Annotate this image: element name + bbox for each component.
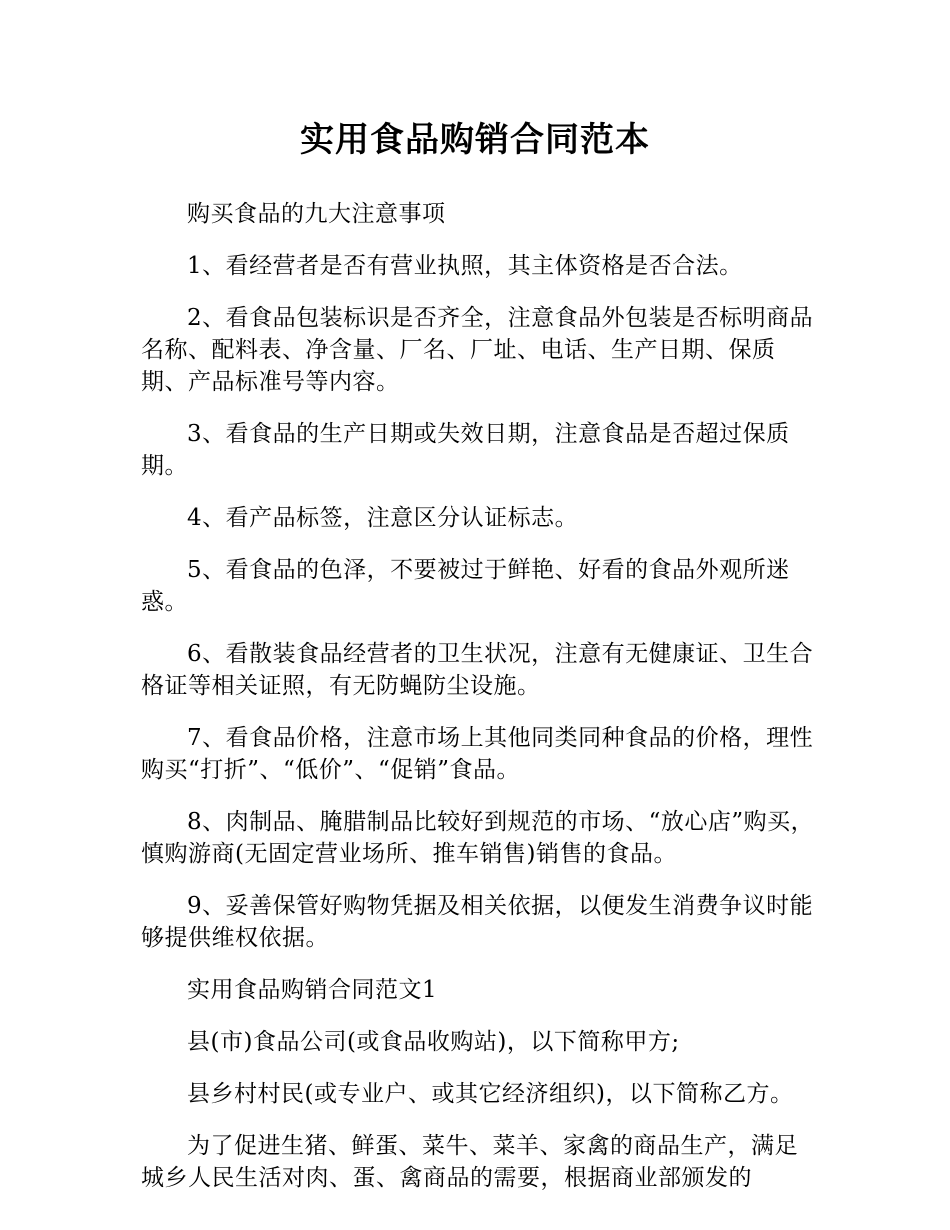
paragraph: 2、看食品包装标识是否齐全，注意食品外包装是否标明商品名称、配料表、净含量、厂名、厂址、电话、生产日期、保质期、产品标准号等内容。 — [141, 305, 814, 395]
paragraph: 8、肉制品、腌腊制品比较好到规范的市场、“放心店”购买，慎购游商(无固定营业场所、推车销售)销售的食品。 — [141, 809, 815, 867]
section-heading: 购买食品的九大注意事项 — [187, 201, 446, 227]
paragraph: 6、看散装食品经营者的卫生状况，注意有无健康证、卫生合格证等相关证照，有无防蝇防尘设施。 — [141, 641, 814, 699]
document-title: 实用食品购销合同范本 — [300, 120, 650, 160]
paragraph: 县(市)食品公司(或食品收购站)，以下简称甲方; — [187, 1029, 680, 1055]
paragraph: 7、看食品价格，注意市场上其他同类同种食品的价格，理性购买“打折”、“低价”、“促销”食品。 — [141, 725, 814, 783]
paragraph: 9、妥善保管好购物凭据及相关依据，以便发生消费争议时能够提供维权依据。 — [141, 893, 814, 951]
document-body — [141, 198, 821, 1214]
paragraph: 1、看经营者是否有营业执照，其主体资格是否合法。 — [187, 253, 743, 279]
paragraph: 3、看食品的生产日期或失效日期，注意食品是否超过保质期。 — [141, 421, 790, 479]
paragraph: 为了促进生猪、鲜蛋、菜牛、菜羊、家禽的商品生产，满足城乡人民生活对肉、蛋、禽商品的需要，根据商业部颁发的 — [141, 1133, 798, 1191]
paragraph: 4、看产品标签，注意区分认证标志。 — [187, 505, 579, 531]
paragraph: 5、看食品的色泽，不要被过于鲜艳、好看的食品外观所迷惑。 — [141, 557, 790, 615]
section-heading: 实用食品购销合同范文1 — [187, 977, 438, 1003]
paragraph: 县乡村村民(或专业户、或其它经济组织)，以下简称乙方。 — [187, 1081, 794, 1107]
